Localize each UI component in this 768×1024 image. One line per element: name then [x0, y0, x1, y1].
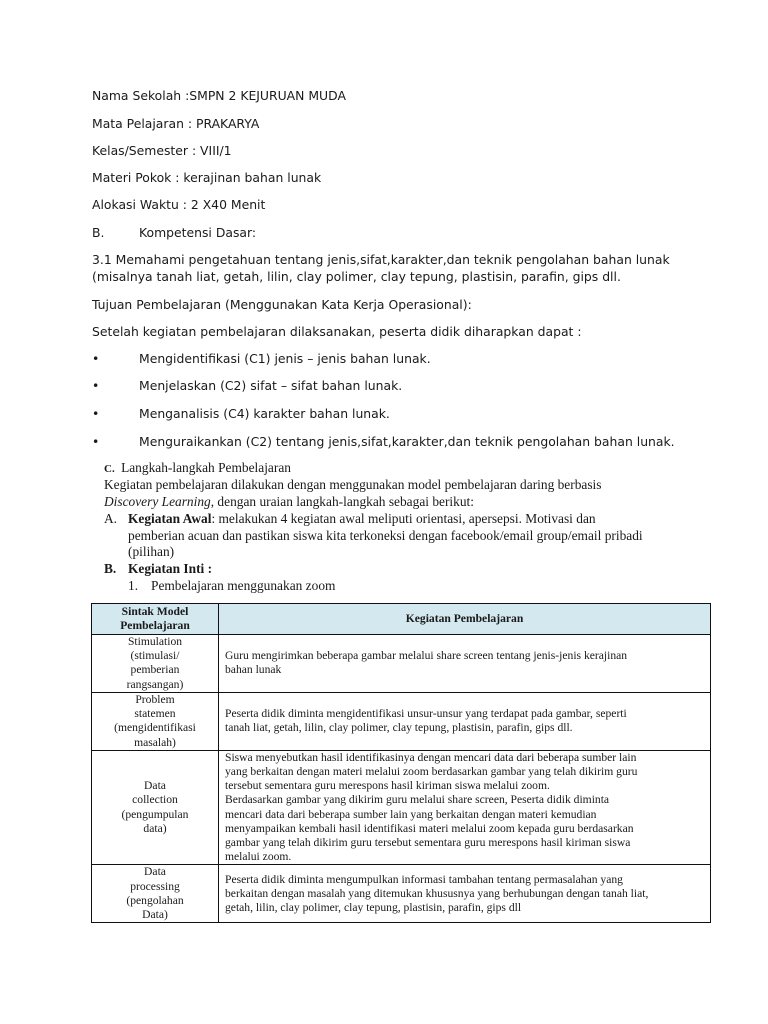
objective-text: Mengidentifikasi (C1) jenis – jenis bahan lunak.: [139, 351, 431, 366]
steps-intro-rest: , dengan uraian langkah-langkah sebagai berikut:: [210, 494, 474, 509]
bullet-icon: •: [92, 434, 100, 449]
section-b-marker: B.: [92, 225, 105, 240]
activity-column-header: Kegiatan Pembelajaran: [219, 604, 711, 635]
activity-cell: Guru mengirimkan beberapa gambar melalui share screen tentang jenis-jenis kerajinan bahan lunak: [219, 635, 711, 693]
activity-b-marker: B.: [104, 561, 117, 576]
objectives-heading: Tujuan Pembelajaran (Menggunakan Kata Kerja Operasional):: [92, 297, 472, 312]
objectives-intro: Setelah kegiatan pembelajaran dilaksanakan, peserta didik diharapkan dapat :: [92, 324, 582, 339]
activity-b-title: Kegiatan Inti :: [128, 561, 213, 576]
objective-text: Menjelaskan (C2) sifat – sifat bahan lunak.: [139, 378, 403, 393]
syntax-cell: Problem statemen (mengidentifikasi masalah): [92, 692, 219, 750]
syntax-cell: Data processing (pengolahan Data): [92, 865, 219, 923]
objective-text: Menganalisis (C4) karakter bahan lunak.: [139, 406, 390, 421]
sub-step-text: Pembelajaran menggunakan zoom: [151, 578, 336, 593]
table-row: [92, 692, 711, 750]
activity-cell: Peserta didik diminta mengumpulkan informasi tambahan tentang permasalahan yang berkaitan dengan masalah yang ditemukan khususnya yang berhubungan dengan tanah liat, getah, lilin, clay polimer, clay tepung, plastisin, parafin, gips dll: [219, 865, 711, 923]
school-name: Nama Sekolah :SMPN 2 KEJURUAN MUDA: [92, 88, 346, 103]
syntax-cell: Stimulation (stimulasi/ pemberian rangsangan): [92, 635, 219, 693]
syntax-table: [91, 603, 711, 923]
steps-heading: Langkah-langkah Pembelajaran: [121, 460, 291, 475]
section-c-marker: C.: [104, 463, 115, 475]
activity-cell: Siswa menyebutkan hasil identifikasinya dengan mencari data dari beberapa sumber lain yang berkaitan dengan materi melalui zoom berdasarkan gambar yang telah dikirim guru tersebut sementara guru merespons hasil kiriman siswa melalui zoom. Berdasarkan gambar yang dikirim guru melalui share screen, Peserta didik diminta mencari data dari beberapa sumber lain yang berkaitan dengan materi kemudian menyampaikan kembali hasil identifikasi materi melalui zoom kepada guru berdasarkan gambar yang telah dikirim guru tersebut sementara guru merespons hasil kiriman siswa melalui zoom.: [219, 750, 711, 865]
sub-step-marker: 1.: [128, 578, 139, 593]
syntax-cell: Data collection (pengumpulan data): [92, 750, 219, 865]
competency-heading: Kompetensi Dasar:: [139, 225, 257, 240]
class-semester: Kelas/Semester : VIII/1: [92, 143, 232, 158]
kd-line-2: (misalnya tanah liat, getah, lilin, clay polimer, clay tepung, plastisin, parafin, gips dll.: [92, 269, 621, 284]
steps-intro-line-2: [104, 494, 474, 511]
syntax-column-header: Sintak Model Pembelajaran: [92, 604, 219, 635]
table-row: [92, 865, 711, 923]
table-header-row: [92, 604, 711, 635]
activity-cell: Peserta didik diminta mengidentifikasi unsur-unsur yang terdapat pada gambar, seperti tanah liat, getah, lilin, clay polimer, clay tepung, plastisin, parafin, gips dll.: [219, 692, 711, 750]
activity-a-line-3: (pilihan): [128, 544, 175, 559]
section-c-heading: [104, 460, 291, 478]
bullet-icon: •: [92, 378, 100, 393]
activity-a-text: : melakukan 4 kegiatan awal meliputi orientasi, apersepsi. Motivasi dan: [211, 511, 596, 526]
activity-a-title: Kegiatan Awal: [128, 511, 212, 526]
activity-a-marker: A.: [104, 511, 118, 526]
time-allocation: Alokasi Waktu : 2 X40 Menit: [92, 197, 266, 212]
model-name: Discovery Learning: [104, 494, 211, 509]
table-row: [92, 750, 711, 865]
bullet-icon: •: [92, 406, 100, 421]
subject: Mata Pelajaran : PRAKARYA: [92, 116, 260, 131]
steps-intro-line-1: Kegiatan pembelajaran dilakukan dengan menggunakan model pembelajaran daring berbasis: [104, 477, 602, 492]
objective-text: Menguraikankan (C2) tentang jenis,sifat,karakter,dan teknik pengolahan bahan lunak.: [139, 434, 675, 449]
table-row: [92, 635, 711, 693]
section-b-heading: [92, 225, 257, 241]
activity-a-line-1: [128, 511, 596, 528]
bullet-icon: •: [92, 351, 100, 366]
kd-line-1: 3.1 Memahami pengetahuan tentang jenis,sifat,karakter,dan teknik pengolahan bahan lunak: [92, 252, 670, 267]
learning-topic: Materi Pokok : kerajinan bahan lunak: [92, 170, 322, 185]
activity-a-line-2: pemberian acuan dan pastikan siswa kita terkoneksi dengan facebook/email group/email pribadi: [128, 528, 643, 543]
